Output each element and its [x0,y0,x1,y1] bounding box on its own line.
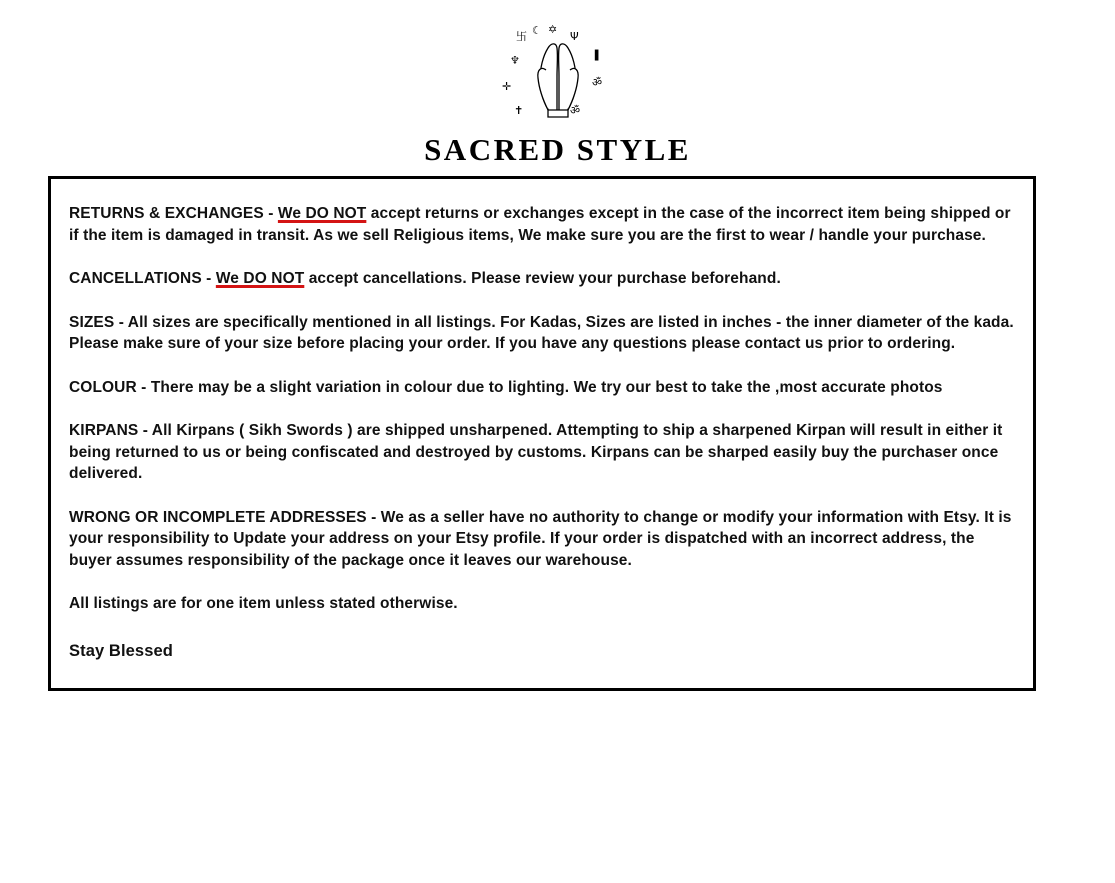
policy-cancellations [69,268,1015,290]
policy-kirpans: KIRPANS - All Kirpans ( Sikh Swords ) are shipped unsharpened. Attempting to ship a sharpened Kirpan will result in either it being returned to us or being confiscated and destroyed by customs. Kirpans can be sharped easily buy the purchaser once delivered. [69,422,1003,482]
cross-icon: ✛ [501,80,511,93]
crescent-moon-icon: ☾ [531,24,542,37]
policy-returns-body: accept returns or exchanges except in the case of the incorrect item being shipped or if the item is damaged in transit. As we sell Religious items, We make sure you are the first to wear / handle your purchase. [69,205,1011,244]
brand-header [0,0,1115,168]
policy-closing: Stay Blessed [69,641,173,660]
star-of-david-icon: ✡ [547,23,557,36]
policy-returns-emphasis: We DO NOT [277,205,367,222]
policy-listings-note: All listings are for one item unless stated otherwise. [69,595,458,612]
policy-sizes: SIZES - All sizes are specifically mentioned in all listings. For Kadas, Sizes are listed in inches - the inner diameter of the kada. Please make sure of your size before placing your order. If you have any questions please contact us prior to ordering. [69,313,1014,352]
policy-addresses: WRONG OR INCOMPLETE ADDRESSES - We as a seller have no authority to change or modify your information with Etsy. It is your responsibility to Update your address on your Etsy profile. If your order is dispatched with an incorrect address, the buyer assumes responsibility of the package once it leaves our warehouse. [69,508,1012,569]
swastika-icon: 卐 [515,30,527,43]
khanda-icon: Ψ [569,30,579,43]
tau-icon: ✝ [513,104,523,117]
policy-returns-prefix: RETURNS & EXCHANGES - [69,205,278,222]
policy-box [48,176,1036,691]
policy-cancellations-emphasis: We DO NOT [215,270,305,287]
policy-returns [69,203,1015,246]
policy-cancellations-prefix: CANCELLATIONS - [69,270,216,287]
praying-hands-icon [488,18,628,128]
torch-icon: ❚ [591,48,601,61]
policy-colour: COLOUR - There may be a slight variation in colour due to lighting. We try our best to take the ,most accurate photos [69,378,943,396]
om-icon: ॐ [591,76,602,89]
policy-cancellations-body: accept cancellations. Please review your purchase beforehand. [304,270,781,287]
ankh-icon: ॐ [569,104,580,117]
menorah-icon: ♆ [509,54,520,67]
brand-name: SACRED STYLE [424,132,691,167]
